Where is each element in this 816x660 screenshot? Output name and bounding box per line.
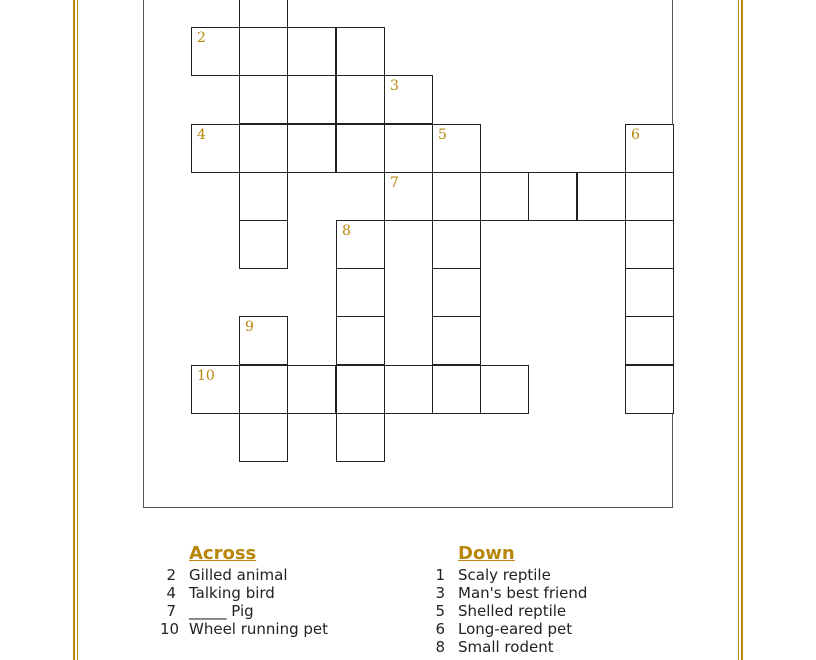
- crossword-cell[interactable]: [336, 27, 385, 76]
- clue-number: 1: [435, 566, 445, 584]
- cell-number: 9: [245, 319, 254, 335]
- crossword-cell[interactable]: [625, 316, 674, 365]
- crossword-cell[interactable]: [432, 316, 481, 365]
- crossword-cell[interactable]: [432, 172, 481, 221]
- across-clues: [160, 543, 328, 638]
- page-border-right-inner: [738, 0, 739, 660]
- crossword-cell[interactable]: [480, 172, 529, 221]
- crossword-cell[interactable]: [336, 316, 385, 365]
- clue-text: Wheel running pet: [189, 620, 329, 638]
- down-clue: [429, 602, 587, 620]
- clue-number: 10: [160, 620, 180, 638]
- cell-number: 10: [197, 368, 215, 384]
- clue-number: 5: [435, 602, 445, 620]
- crossword-cell[interactable]: [384, 124, 433, 173]
- crossword-cell[interactable]: [287, 124, 336, 173]
- crossword-cell[interactable]: [432, 268, 481, 317]
- crossword-cell[interactable]: [191, 365, 240, 414]
- crossword-cell[interactable]: [336, 268, 385, 317]
- down-clue: [429, 638, 587, 656]
- clue-number: 3: [435, 584, 445, 602]
- crossword-cell[interactable]: [528, 172, 577, 221]
- crossword-cell[interactable]: [239, 316, 288, 365]
- crossword-cell[interactable]: [384, 172, 433, 221]
- crossword-cell[interactable]: [239, 220, 288, 269]
- cell-number: 6: [631, 127, 640, 143]
- cell-number: 2: [197, 30, 206, 46]
- down-clue: [429, 584, 587, 602]
- page-border-right: [741, 0, 743, 660]
- clue-number: 8: [435, 638, 445, 656]
- clue-number: 6: [435, 620, 445, 638]
- clue-text: Talking bird: [189, 584, 275, 602]
- clue-text: Scaly reptile: [458, 566, 551, 584]
- down-clue: [429, 620, 587, 638]
- crossword-cell[interactable]: [384, 365, 433, 414]
- crossword-cell[interactable]: [287, 75, 336, 124]
- crossword-cell[interactable]: [287, 27, 336, 76]
- clue-text: Gilled animal: [189, 566, 288, 584]
- clue-text: _____ Pig: [189, 602, 254, 620]
- crossword-cell[interactable]: [336, 124, 385, 173]
- across-clue: [160, 566, 328, 584]
- down-heading: Down: [458, 543, 515, 564]
- clue-text: Long-eared pet: [458, 620, 573, 638]
- crossword-cell[interactable]: [191, 27, 240, 76]
- crossword-cell[interactable]: [239, 124, 288, 173]
- crossword-cell[interactable]: [480, 365, 529, 414]
- crossword-cell[interactable]: [336, 413, 385, 462]
- down-clue: [429, 566, 587, 584]
- clue-number: 4: [166, 584, 176, 602]
- crossword-cell[interactable]: [432, 220, 481, 269]
- crossword-cell[interactable]: [239, 0, 288, 28]
- crossword-cell[interactable]: [577, 172, 626, 221]
- crossword-cell[interactable]: [239, 75, 288, 124]
- crossword-cell[interactable]: [625, 220, 674, 269]
- page-border-left: [73, 0, 75, 660]
- clue-text: Man's best friend: [458, 584, 588, 602]
- crossword-cell[interactable]: [625, 365, 674, 414]
- cell-number: 8: [342, 223, 351, 239]
- crossword-cell[interactable]: [239, 27, 288, 76]
- crossword-cell[interactable]: [336, 365, 385, 414]
- crossword-cell[interactable]: [625, 268, 674, 317]
- crossword-cell[interactable]: [625, 124, 674, 173]
- clue-text: Shelled reptile: [458, 602, 567, 620]
- crossword-cell[interactable]: [336, 75, 385, 124]
- crossword-cell[interactable]: [432, 124, 481, 173]
- crossword-cell[interactable]: [384, 75, 433, 124]
- across-clue: [160, 602, 328, 620]
- crossword-cell[interactable]: [239, 365, 288, 414]
- across-heading: Across: [189, 543, 257, 564]
- cell-number: 7: [390, 175, 399, 191]
- crossword-cell[interactable]: [239, 413, 288, 462]
- crossword-cell[interactable]: [191, 124, 240, 173]
- page-border-left-inner: [77, 0, 78, 660]
- down-clue-list: [429, 566, 587, 656]
- clue-number: 7: [166, 602, 176, 620]
- across-clue: [160, 620, 328, 638]
- clue-text: Small rodent: [458, 638, 554, 656]
- across-clue: [160, 584, 328, 602]
- clue-number: 2: [166, 566, 176, 584]
- crossword-cell[interactable]: [239, 172, 288, 221]
- across-clue-list: [160, 566, 328, 638]
- cell-number: 5: [438, 127, 447, 143]
- crossword-cell[interactable]: [287, 365, 336, 414]
- crossword-cell[interactable]: [625, 172, 674, 221]
- cell-number: 3: [390, 78, 399, 94]
- crossword-cell[interactable]: [432, 365, 481, 414]
- crossword-cell[interactable]: [336, 220, 385, 269]
- down-clues: [429, 543, 587, 656]
- cell-number: 4: [197, 127, 206, 143]
